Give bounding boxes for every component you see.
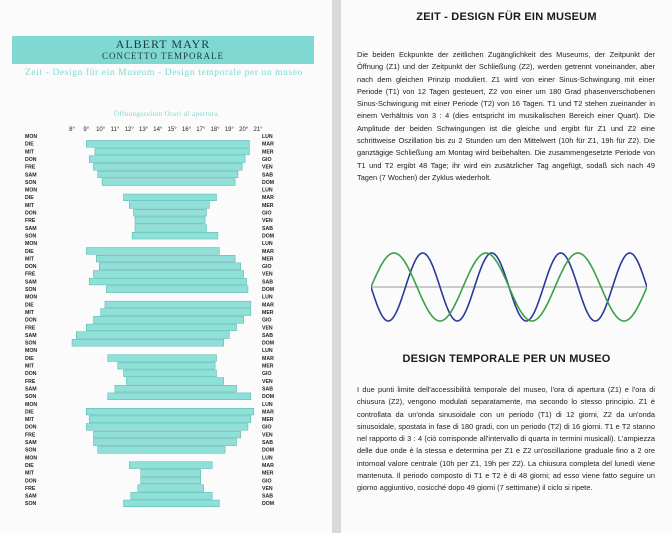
day-label-it: DOM xyxy=(262,179,275,186)
day-label-de: FRE xyxy=(25,378,36,385)
opening-hours-chart xyxy=(0,0,332,533)
opening-hours-bar xyxy=(101,309,251,316)
opening-hours-bar xyxy=(98,171,238,178)
day-label-it: MAR xyxy=(262,462,274,469)
opening-hours-bar xyxy=(98,446,225,453)
day-label-it: GIO xyxy=(262,424,272,431)
opening-hours-bar xyxy=(135,217,205,224)
opening-hours-bar xyxy=(95,148,250,155)
italian-text: I due punti limite dell'accessibilità temporale del museo, l'ora di apertura (Z1) e l'ora di chiusura (Z2), vengono modulati separatamente, ma secondo lo stesso principio. Z1 è controllata da un'onda sinusoidale con un periodo (T1) di 12 giorni, Z2 da un'onda sinusoidale, spostata in fase di 180 gradi, con un periodo (T2) di 16 giorni. T1 e T2 stanno nel rapporto di 3 : 4 (ciò corrisponde all'intervallo di quarta in termini musicali). L'ampiezza delle due onde è la stessa e determina per Z1 e Z2 un'oscillazione graduale fino a 2 ore intornoal valore centrale (10h per Z1, 19h per Z2). La chiusura completa del lunedì viene mantenuta. Il periodo composto di T1 e T2 è di 48 giorni; ad esso viene fatto seguire un giorno aggiuntivo, cosicché dopo 49 giorni (7 settimane) il ciclo si ripete. xyxy=(357,385,655,493)
day-label-de: MON xyxy=(25,455,38,462)
day-label-it: DOM xyxy=(262,501,275,508)
day-label-de: MON xyxy=(25,294,38,301)
day-label-it: MER xyxy=(262,149,274,156)
day-label-de: MIT xyxy=(25,202,34,209)
day-label-it: SAB xyxy=(262,225,273,232)
day-label-de: MIT xyxy=(25,363,34,370)
german-text: Die beiden Eckpunkte der zeitlichen Zugänglichkeit des Museums, der Zeitpunkt der Öffnung (Z1) und der Zeitpunkt der Schließung (Z2), werden getrennt voneinander, aber nach dem gleichen Prinzip moduliert. Z1 wird von einer Sinus-Schwingung mit einer Periode (T1) von 12 Tagen gesteuert, Z2 von einer um 180 Grad phasenverschobenen Sinus-Schwingung mit einer Periode (T2) von 16 Tagen. T1 und T2 stehen zueinander in einem Verhältnis von 3 : 4 (dies entspricht im musikalischen Bereich einer Quart). Die Amplitude der beiden Schwingungen ist die gleiche und ergibt für Z1 und Z2 eine schrittweise Oszillation bis zu 2 Stunden um den Mittelwert (10h für Z1, 19h für Z2). Die ganztägige Schließung am Montag wird beibehalten. Die zusammengesetzte Periode von T1 und T2 ergibt 48 Tage; ihr wird ein zusätzlicher Tag angefügt, sodaß sich nach 49 Tagen (7 Wochen) der Zyklus wiederholt. xyxy=(357,50,655,182)
day-label-it: VEN xyxy=(262,325,273,332)
day-label-de: SAM xyxy=(25,279,37,286)
opening-hours-bar xyxy=(102,179,235,186)
opening-hours-bar xyxy=(134,209,207,216)
day-label-it: MER xyxy=(262,417,274,424)
day-label-de: DIE xyxy=(25,409,34,416)
x-tick-label: 9° xyxy=(83,127,90,133)
german-title: ZEIT - DESIGN FÜR EIN MUSEUM xyxy=(416,11,597,23)
day-label-it: SAB xyxy=(262,440,273,446)
day-label-de: DON xyxy=(25,371,37,378)
x-tick-label: 15° xyxy=(167,127,177,133)
day-label-de: DON xyxy=(25,264,37,271)
opening-hours-bar xyxy=(89,156,245,163)
author-name: ALBERT MAYR xyxy=(115,37,211,51)
opening-hours-bar xyxy=(76,332,229,339)
day-label-it: MAR xyxy=(262,195,274,202)
day-label-it: VEN xyxy=(262,432,273,439)
chart-title: Öffnungszeiten Orari di apertura xyxy=(113,110,219,118)
opening-hours-bar xyxy=(132,232,218,239)
opening-hours-bar xyxy=(141,469,201,476)
x-tick-label: 11° xyxy=(110,127,120,133)
day-label-it: LUN xyxy=(262,187,273,194)
opening-hours-bar xyxy=(135,225,207,232)
day-label-it: MAR xyxy=(262,248,274,255)
opening-hours-bar xyxy=(99,263,241,270)
day-label-de: DON xyxy=(25,317,37,324)
day-label-it: LUN xyxy=(262,455,273,462)
opening-hours-bar xyxy=(86,424,248,431)
day-label-de: SON xyxy=(25,447,37,454)
x-tick-label: 19° xyxy=(224,127,234,133)
opening-hours-bar xyxy=(93,163,242,170)
day-label-de: SON xyxy=(25,179,37,186)
opening-hours-bar xyxy=(106,286,248,293)
day-label-it: DOM xyxy=(262,340,275,347)
day-label-it: MER xyxy=(262,202,274,209)
right-page xyxy=(341,0,672,533)
day-label-it: MER xyxy=(262,470,274,477)
x-tick-label: 18° xyxy=(210,127,220,133)
day-label-it: SAB xyxy=(262,172,273,179)
day-label-de: MIT xyxy=(25,309,34,316)
x-tick-label: 16° xyxy=(181,127,192,133)
opening-hours-bar xyxy=(86,408,253,415)
opening-hours-bar xyxy=(96,255,235,262)
page-title-line: Zeit - Design für ein Museum - Design temporale per un museo xyxy=(25,68,303,78)
day-label-it: MAR xyxy=(262,141,274,148)
day-label-de: MIT xyxy=(25,149,34,156)
italian-title: DESIGN TEMPORALE PER UN MUSEO xyxy=(402,353,611,365)
opening-hours-bar xyxy=(138,485,204,492)
opening-hours-bar xyxy=(86,140,249,147)
day-label-it: MAR xyxy=(262,302,274,309)
day-label-de: MON xyxy=(25,401,38,408)
opening-hours-bar xyxy=(108,393,251,400)
day-label-de: MIT xyxy=(25,470,34,477)
day-label-de: FRE xyxy=(25,325,36,332)
day-label-de: MON xyxy=(25,241,38,248)
opening-hours-bar xyxy=(89,278,246,285)
day-label-de: DIE xyxy=(25,141,34,148)
day-label-de: FRE xyxy=(25,485,36,492)
x-tick-label: 21° xyxy=(253,127,263,133)
day-label-de: MON xyxy=(25,348,38,355)
opening-hours-bar xyxy=(93,271,243,278)
day-label-it: MAR xyxy=(262,355,274,362)
day-label-it: GIO xyxy=(262,156,272,163)
x-tick-label: 13° xyxy=(138,127,149,133)
day-label-de: DIE xyxy=(25,195,34,202)
day-label-de: FRE xyxy=(25,271,36,278)
x-tick-label: 17° xyxy=(196,127,206,133)
day-label-it: VEN xyxy=(262,271,273,278)
day-label-it: VEN xyxy=(262,218,273,225)
opening-hours-bar xyxy=(129,202,209,209)
opening-hours-bar xyxy=(93,316,243,323)
day-label-de: DIE xyxy=(25,302,34,309)
opening-hours-bar xyxy=(72,339,224,346)
day-label-de: SON xyxy=(25,394,37,401)
opening-hours-bar xyxy=(108,355,217,362)
day-label-de: DON xyxy=(25,210,37,217)
opening-hours-bar xyxy=(129,462,212,469)
day-label-it: MAR xyxy=(262,409,274,416)
sine-wave-diagram xyxy=(371,246,647,328)
opening-hours-bar xyxy=(115,385,237,392)
opening-hours-bar xyxy=(124,500,220,507)
day-label-de: FRE xyxy=(25,432,36,439)
day-label-de: FRE xyxy=(25,218,36,225)
day-label-it: SAB xyxy=(262,279,273,286)
day-label-de: DIE xyxy=(25,462,34,469)
day-label-it: GIO xyxy=(262,317,272,324)
day-label-de: SON xyxy=(25,287,37,293)
opening-hours-bar xyxy=(118,362,215,369)
x-tick-label: 8° xyxy=(69,127,75,133)
day-label-it: MER xyxy=(262,256,274,263)
day-label-it: GIO xyxy=(262,478,272,485)
day-label-de: SON xyxy=(25,340,37,347)
day-label-it: DOM xyxy=(262,394,275,401)
day-label-de: SAM xyxy=(25,332,37,339)
day-label-de: MON xyxy=(25,187,38,194)
day-label-de: SAM xyxy=(25,440,37,446)
day-label-de: MIT xyxy=(25,417,34,424)
opening-hours-bar xyxy=(126,378,223,385)
opening-hours-bar xyxy=(141,477,201,484)
opening-hours-bar xyxy=(89,416,251,423)
day-label-it: LUN xyxy=(262,348,273,355)
day-label-it: MER xyxy=(262,309,274,316)
opening-hours-bar xyxy=(124,194,217,201)
day-label-de: DIE xyxy=(25,248,34,255)
opening-hours-bar xyxy=(86,248,219,255)
day-label-de: DON xyxy=(25,156,37,163)
day-label-it: VEN xyxy=(262,485,273,492)
opening-hours-bar xyxy=(86,324,236,331)
day-label-de: DON xyxy=(25,478,37,485)
day-label-de: SAM xyxy=(25,172,37,179)
day-label-it: GIO xyxy=(262,264,272,271)
day-label-de: FRE xyxy=(25,164,36,171)
day-label-de: SON xyxy=(25,501,37,508)
day-label-it: GIO xyxy=(262,210,272,217)
opening-hours-bar xyxy=(93,431,240,438)
opening-hours-bar xyxy=(105,301,251,308)
day-label-it: LUN xyxy=(262,241,273,248)
day-label-it: SAB xyxy=(262,493,273,500)
day-label-it: SAB xyxy=(262,386,273,393)
day-label-de: DON xyxy=(25,424,37,431)
day-label-de: DIE xyxy=(25,355,34,362)
left-page xyxy=(0,0,332,533)
day-label-de: SON xyxy=(25,233,37,240)
day-label-it: GIO xyxy=(262,371,272,378)
day-label-it: DOM xyxy=(262,233,275,240)
day-label-it: MER xyxy=(262,363,274,370)
day-label-it: LUN xyxy=(262,294,273,301)
day-label-de: MON xyxy=(25,134,38,140)
x-tick-label: 10° xyxy=(96,127,106,133)
day-label-it: LUN xyxy=(262,401,273,408)
day-label-it: DOM xyxy=(262,287,275,293)
day-label-it: LUN xyxy=(262,134,273,140)
day-label-it: SAB xyxy=(262,332,273,339)
day-label-de: SAM xyxy=(25,493,37,500)
day-label-de: SAM xyxy=(25,386,37,393)
x-tick-label: 14° xyxy=(153,127,163,133)
day-label-it: VEN xyxy=(262,164,273,171)
day-label-it: DOM xyxy=(262,447,275,454)
day-label-de: SAM xyxy=(25,225,37,232)
day-label-de: MIT xyxy=(25,256,34,263)
x-tick-label: 20° xyxy=(239,127,249,133)
opening-hours-bar xyxy=(131,492,213,499)
opening-hours-bar xyxy=(124,370,217,377)
banner-subtitle: CONCETTO TEMPORALE xyxy=(102,51,224,61)
day-label-it: VEN xyxy=(262,378,273,385)
opening-hours-bar xyxy=(93,439,236,446)
x-tick-label: 12° xyxy=(124,127,134,133)
